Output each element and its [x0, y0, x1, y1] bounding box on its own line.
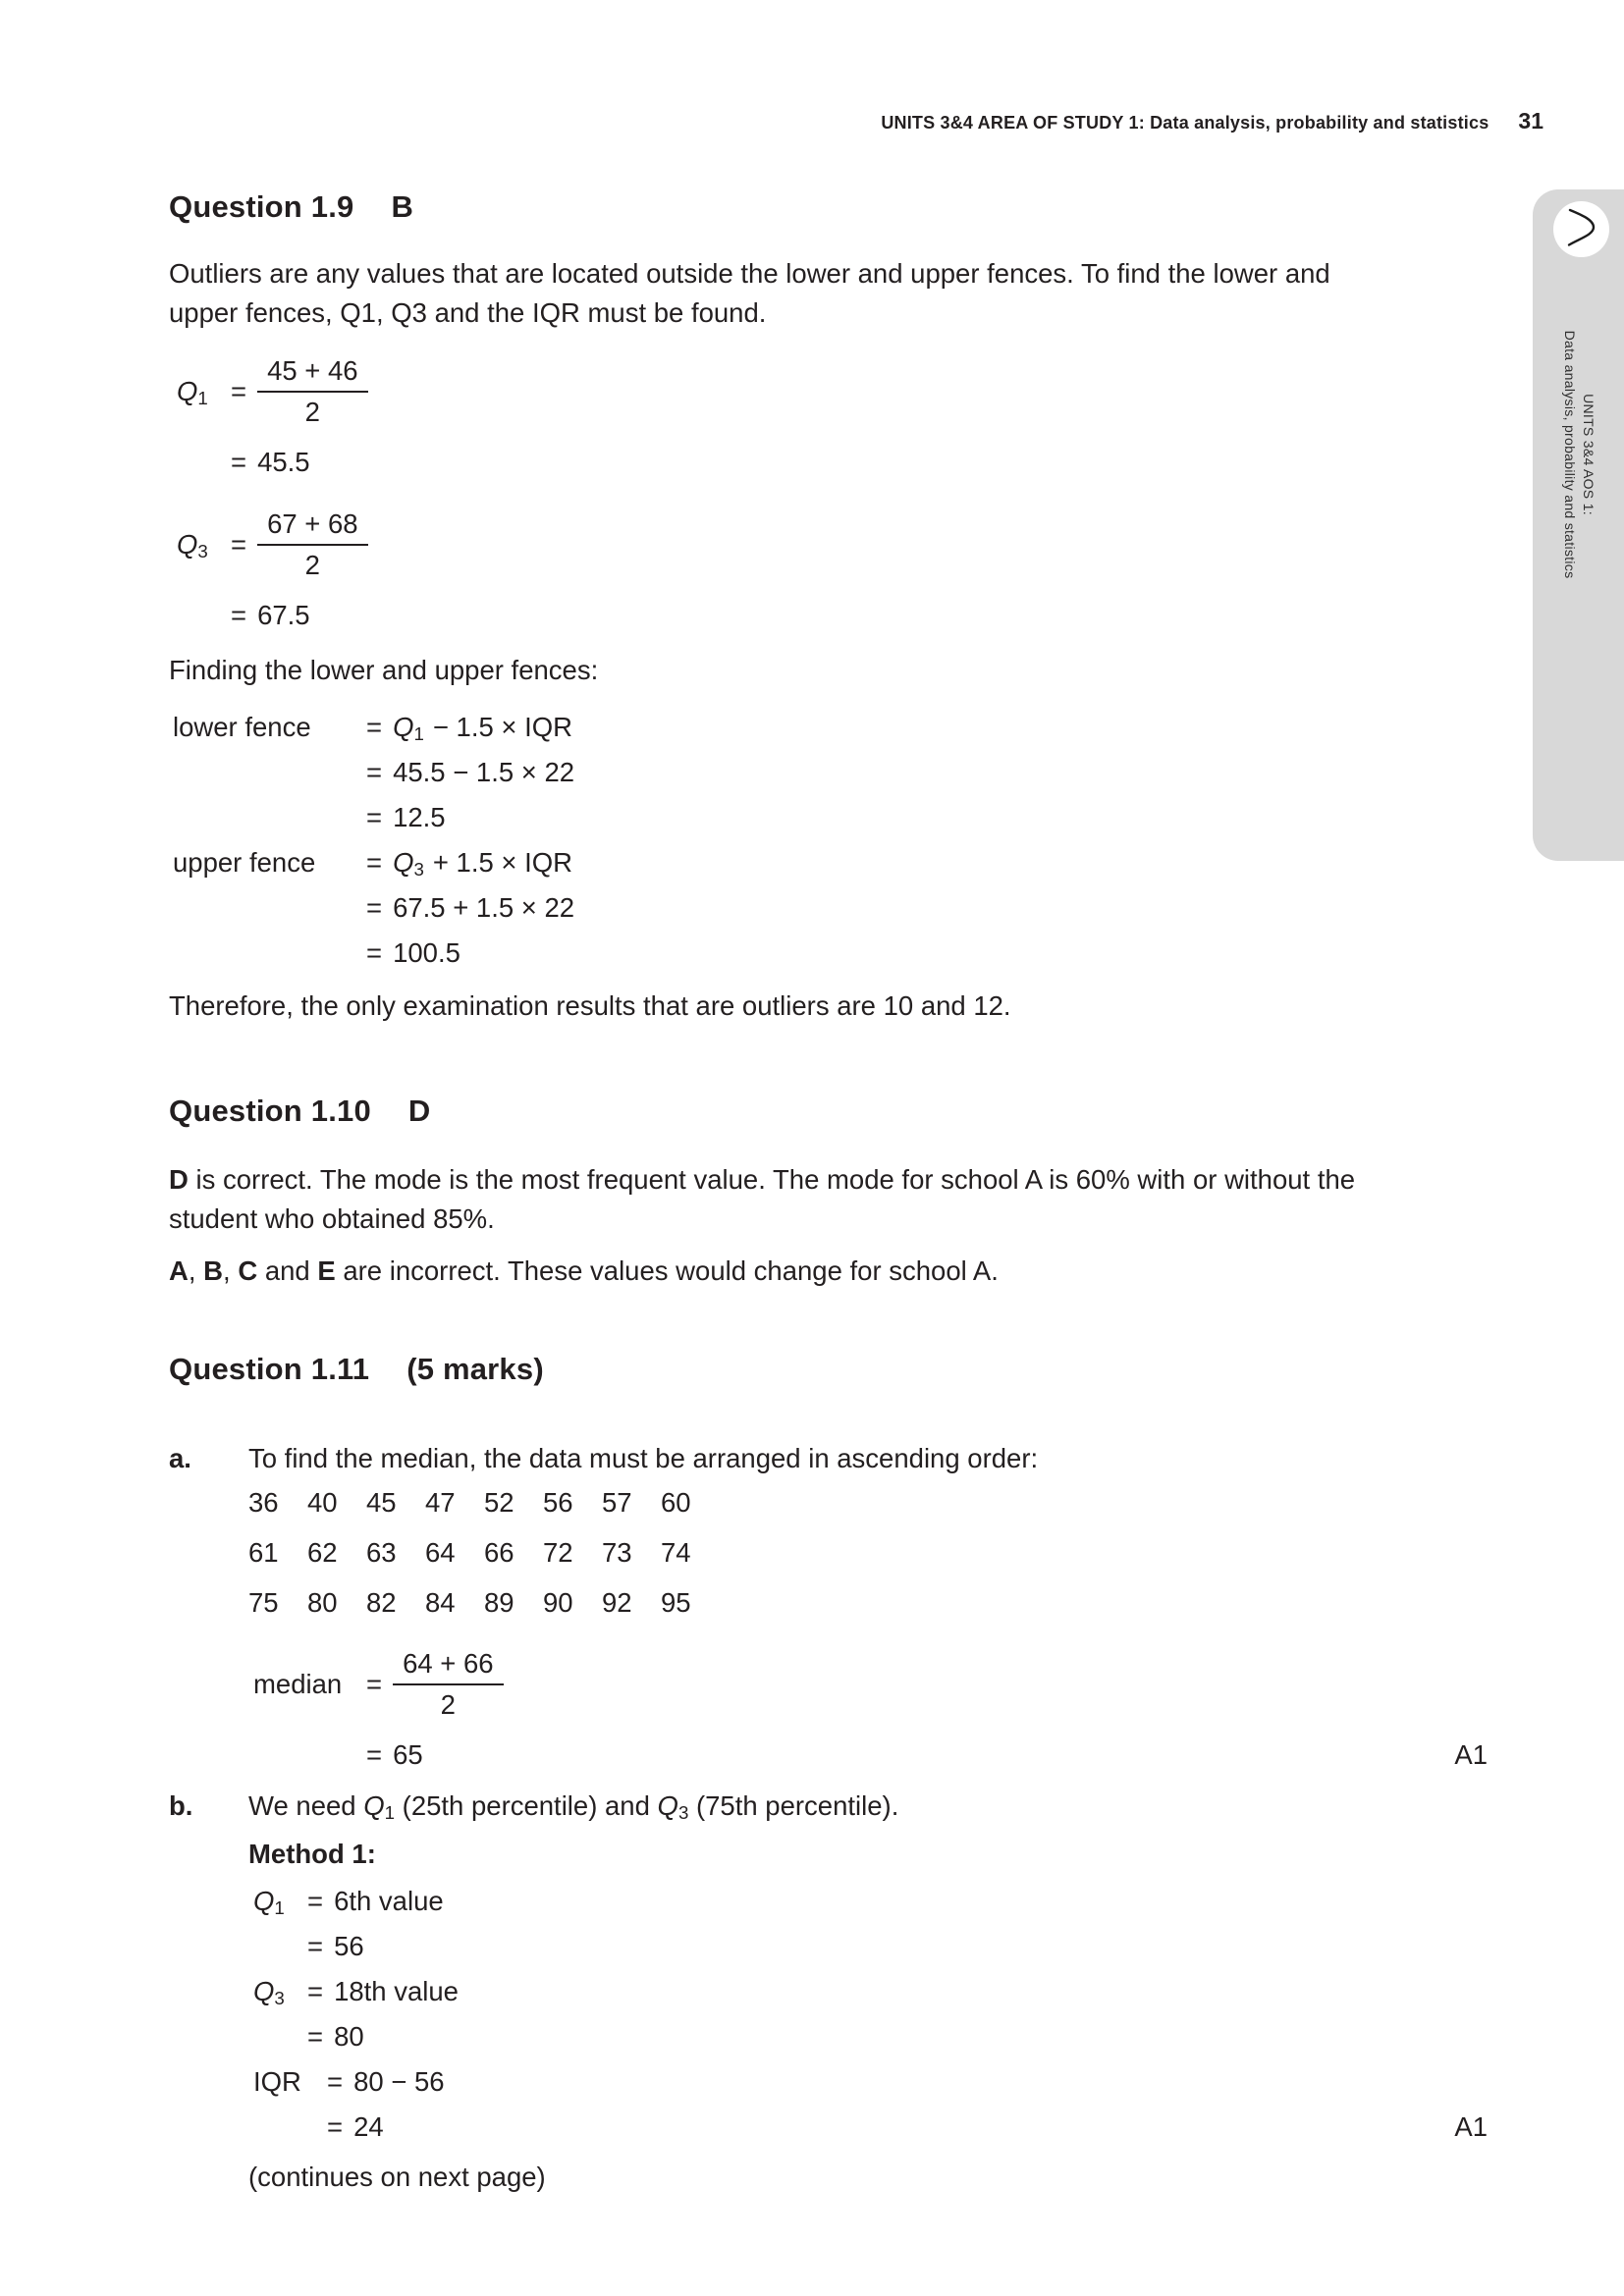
- fraction-numerator: 67 + 68: [267, 508, 358, 539]
- part-b-label: b.: [169, 1789, 193, 1821]
- equals-sign: =: [366, 802, 383, 832]
- fraction-numerator: 64 + 66: [403, 1647, 494, 1679]
- expression: 6th value: [334, 1885, 444, 1916]
- question-1-11-marks: (5 marks): [406, 1351, 544, 1386]
- equation-block-q3: [169, 499, 1488, 638]
- distribution-curve-icon: [1553, 199, 1609, 260]
- fences-intro-text: Finding the lower and upper fences:: [169, 655, 599, 685]
- fraction: [257, 508, 368, 581]
- question-1-11-title: Question 1.11: [169, 1351, 370, 1386]
- equation-q1-line1: [177, 346, 1488, 438]
- math-var: Q: [657, 1789, 678, 1821]
- question-1-10-explanation: D is correct. The mode is the most frequent value. The mode for school A is 60% with or without the student who obtained 85%.: [169, 1164, 1356, 1234]
- expression: 80 − 56: [353, 2065, 445, 2097]
- math-var: Q: [177, 376, 198, 406]
- math-var: Q: [177, 529, 198, 560]
- question-1-10-heading: [169, 1092, 1488, 1131]
- upper-fence-line2: [173, 885, 1488, 931]
- equals-sign: =: [366, 847, 383, 878]
- method-1-equations: [248, 1879, 1488, 2150]
- expression: + 1.5 × IQR: [432, 847, 573, 878]
- page-number: 31: [1518, 108, 1543, 133]
- equals-sign: =: [366, 1738, 383, 1770]
- math-sub: 3: [274, 1987, 285, 2008]
- iqr-label: IQR: [253, 2065, 301, 2097]
- page-content: [169, 0, 1488, 2201]
- running-header-title: UNITS 3&4 AREA OF STUDY 1: Data analysis, probability and statistics: [881, 113, 1489, 133]
- math-sub: 1: [197, 388, 208, 409]
- equation-result: 80: [334, 2020, 364, 2052]
- part-a: [169, 1438, 1488, 1778]
- fraction-denominator: 2: [257, 544, 368, 581]
- equation-result: 67.5: [257, 600, 310, 630]
- option-letter: C: [238, 1255, 258, 1286]
- lower-fence-line1: [173, 705, 1488, 750]
- question-1-11-heading: [169, 1350, 1488, 1389]
- equals-sign: =: [231, 376, 247, 406]
- math-sub: 1: [274, 1896, 285, 1918]
- tab-vertical-text: [1560, 331, 1597, 579]
- part-a-text: To find the median, the data must be arranged in ascending order:: [248, 1442, 1039, 1473]
- math-sub: 3: [677, 1801, 689, 1823]
- data-row-2: 61 62 63 64 66 72 73 74: [248, 1537, 691, 1568]
- lower-fence-line2: [173, 750, 1488, 795]
- expression: − 1.5 × IQR: [432, 712, 573, 742]
- math-var: Q: [253, 1885, 275, 1916]
- math-sub: 3: [413, 859, 424, 881]
- lower-fence-block: [169, 705, 1488, 976]
- option-letter: B: [203, 1255, 224, 1286]
- q3-value-line1: [253, 1969, 1488, 2014]
- equals-sign: =: [307, 1885, 324, 1916]
- question-1-10-title: Question 1.10: [169, 1094, 371, 1128]
- fraction-denominator: 2: [393, 1683, 504, 1721]
- equation-q3-line2: [177, 593, 1488, 638]
- question-1-9-answer: B: [391, 189, 414, 224]
- equation-result: 24: [353, 2110, 384, 2142]
- equals-sign: =: [307, 1975, 324, 2006]
- equation-result: 12.5: [393, 802, 446, 832]
- equals-sign: =: [231, 600, 247, 630]
- equals-sign: =: [327, 2065, 344, 2097]
- continues-note: (continues on next page): [248, 2161, 546, 2192]
- equals-sign: =: [366, 937, 383, 968]
- math-var: Q: [393, 847, 414, 878]
- upper-fence-line3: [173, 931, 1488, 976]
- median-equation-block: [248, 1638, 1488, 1778]
- equation-result: 45.5: [257, 447, 310, 477]
- option-letter: D: [169, 1164, 189, 1195]
- q1-value-line2: [253, 1924, 1488, 1969]
- equation-result: 100.5: [393, 937, 460, 968]
- expression: 18th value: [334, 1975, 459, 2006]
- math-var: Q: [393, 712, 414, 742]
- equals-sign: =: [307, 1930, 324, 1961]
- data-row-3: 75 80 82 84 89 90 92 95: [248, 1587, 691, 1618]
- equals-sign: =: [366, 892, 383, 923]
- math-var: Q: [363, 1789, 385, 1821]
- lower-fence-line3: [173, 795, 1488, 840]
- equation-result: 56: [334, 1930, 364, 1961]
- part-a-label: a.: [169, 1442, 191, 1473]
- lower-fence-label: lower fence: [173, 712, 311, 742]
- data-row-1: 36 40 45 47 52 56 57 60: [248, 1487, 691, 1518]
- math-var: Q: [253, 1975, 275, 2006]
- math-sub: 1: [413, 723, 424, 745]
- expression: 45.5 − 1.5 × 22: [393, 757, 575, 787]
- question-1-10-answer: D: [407, 1094, 431, 1128]
- math-sub: 1: [384, 1801, 396, 1823]
- iqr-line1: [253, 2059, 1488, 2105]
- tab-icon-circle: [1553, 201, 1609, 257]
- equals-sign: =: [307, 2020, 324, 2052]
- q1-value-line1: [253, 1879, 1488, 1924]
- iqr-line2: [253, 2105, 1488, 2150]
- question-1-10-incorrect-options: A, B, C and E are incorrect. These values would change for school A.: [169, 1255, 999, 1286]
- expression: 67.5 + 1.5 × 22: [393, 892, 575, 923]
- mark-a1: A1: [1454, 2110, 1488, 2142]
- equals-sign: =: [366, 757, 383, 787]
- equation-q1-line2: [177, 440, 1488, 485]
- upper-fence-label: upper fence: [173, 847, 316, 878]
- equation-result: 65: [393, 1738, 423, 1770]
- question-1-9-title: Question 1.9: [169, 189, 354, 224]
- equals-sign: =: [366, 1668, 383, 1699]
- equals-sign: =: [327, 2110, 344, 2142]
- equals-sign: =: [231, 529, 247, 560]
- option-letter: E: [317, 1255, 336, 1286]
- median-line1: [253, 1638, 1488, 1731]
- tab-line-units: UNITS 3&4 AOS 1:: [1580, 394, 1597, 515]
- median-label: median: [253, 1668, 343, 1699]
- question-1-9-heading: [169, 187, 1488, 227]
- method-1-label: Method 1:: [248, 1838, 376, 1869]
- q3-value-line2: [253, 2014, 1488, 2059]
- equation-q3-line1: [177, 499, 1488, 591]
- option-letter: A: [169, 1255, 189, 1286]
- part-b: [169, 1786, 1488, 2201]
- equation-block-q1: [169, 346, 1488, 485]
- median-line2: [253, 1733, 1488, 1778]
- fraction-denominator: 2: [257, 391, 368, 428]
- fraction: [393, 1648, 504, 1721]
- fraction-numerator: 45 + 46: [267, 355, 358, 386]
- chapter-thumb-tab: [1533, 189, 1624, 861]
- math-sub: 3: [197, 541, 208, 562]
- question-1-9-conclusion: Therefore, the only examination results that are outliers are 10 and 12.: [169, 990, 1011, 1021]
- part-b-text: We need $Q_1$ (25th percentile) and $Q_3$ (75th percentile).: [248, 1789, 899, 1823]
- equals-sign: =: [366, 712, 383, 742]
- mark-a1: A1: [1454, 1738, 1488, 1770]
- tab-line-topic: Data analysis, probability and statistics: [1561, 330, 1578, 579]
- fraction: [257, 355, 368, 428]
- question-1-9-intro: Outliers are any values that are located outside the lower and upper fences. To find the lower and upper fences, Q1, Q3 and the IQR must be found.: [169, 258, 1330, 328]
- upper-fence-line1: [173, 840, 1488, 885]
- equals-sign: =: [231, 447, 247, 477]
